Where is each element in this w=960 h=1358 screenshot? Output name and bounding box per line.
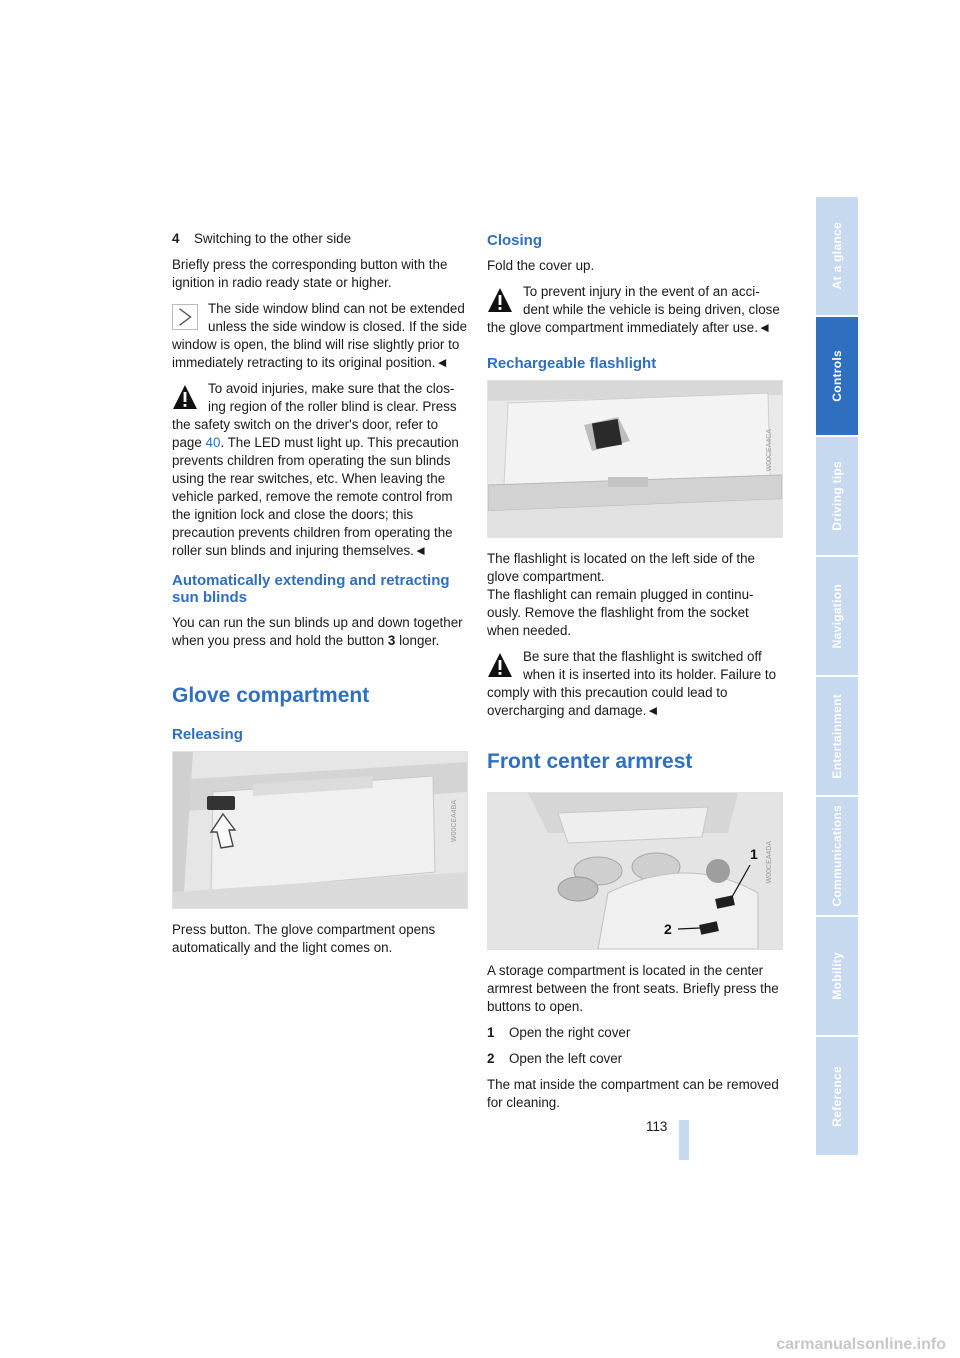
page-number-bar	[679, 1120, 689, 1160]
list-item-2: 2 Open the left cover	[487, 1051, 623, 1066]
tab-controls[interactable]: Controls	[816, 317, 858, 435]
chapter-sidebar	[816, 197, 858, 1161]
figure-flashlight	[487, 380, 783, 538]
figure-label-2: 2	[664, 921, 672, 937]
paragraph-press-button: Press button. The glove compartment opens automatically and the light comes on.	[172, 922, 436, 955]
flashlight-illustration	[488, 381, 782, 537]
paragraph-storage-compartment: A storage compartment is located in the center armrest between the front seats. Briefly press the buttons to open.	[487, 963, 779, 1014]
page-link-40[interactable]: 40	[205, 435, 221, 450]
figure-code: W00CEA4DA	[766, 841, 773, 884]
heading-releasing: Releasing	[172, 726, 243, 743]
list-item-4: 4 Switching to the other side	[172, 231, 352, 246]
paragraph-auto-sun-blinds: You can run the sun blinds up and down together when you press and hold the button 3 longer.	[172, 615, 463, 648]
paragraph-fold-cover: Fold the cover up.	[487, 258, 595, 273]
heading-glove-compartment: Glove compartment	[172, 684, 370, 707]
figure-glove-release	[172, 751, 468, 909]
tab-reference[interactable]: Reference	[816, 1037, 858, 1155]
paragraph-flashlight-plugged: The flashlight can remain plugged in continu-ously. Remove the flashlight from the socket when needed.	[487, 587, 754, 638]
heading-flashlight: Rechargeable flashlight	[487, 355, 657, 372]
page-number: 113	[646, 1119, 668, 1134]
figure-code: W00CEA4CA	[766, 429, 773, 472]
tab-mobility[interactable]: Mobility	[816, 917, 858, 1035]
warning-roller-blind: To avoid injuries, make sure that the clos-ing region of the roller blind is clear. Press the safety switch on the driver's door, refer to page 40. The LED must light up. This precaution prevents children from operating the sun blinds using the rear switches, etc. When leaving the vehicle parked, remove the remote control from the ignition lock and close the doors; this precaution prevents children from operating the roller sun blinds and injuring themselves.◄	[172, 381, 459, 558]
glove-release-illustration	[173, 752, 467, 908]
note-arrow-icon	[172, 304, 198, 330]
warning-flashlight: Be sure that the flashlight is switched off when it is inserted into its holder. Failure to comply with this precaution could lead to overcharging and damage.◄	[487, 649, 777, 718]
paragraph-flashlight-location: The flashlight is located on the left side of the glove compartment.	[487, 551, 755, 584]
tab-entertainment[interactable]: Entertainment	[816, 677, 858, 795]
tab-navigation[interactable]: Navigation	[816, 557, 858, 675]
tab-driving-tips[interactable]: Driving tips	[816, 437, 858, 555]
paragraph-ignition: Briefly press the corresponding button with the ignition in radio ready state or higher.	[172, 257, 448, 290]
figure-label-1: 1	[750, 846, 758, 862]
tab-at-a-glance[interactable]: At a glance	[816, 197, 858, 315]
warning-triangle-icon	[487, 652, 513, 678]
heading-front-center-armrest: Front center armrest	[487, 750, 693, 773]
warning-triangle-icon	[172, 384, 198, 410]
warning-close-glove: To prevent injury in the event of an acci-dent while the vehicle is being driven, close the glove compartment immediately after use.◄	[487, 284, 780, 335]
heading-auto-sun-blinds: Automatically extending and retracting sun blinds	[172, 572, 450, 606]
list-item-1: 1 Open the right cover	[487, 1025, 631, 1040]
heading-closing: Closing	[487, 232, 542, 249]
watermark: carmanualsonline.info	[776, 1336, 946, 1353]
armrest-illustration	[488, 793, 782, 949]
warning-triangle-icon	[487, 287, 513, 313]
tab-communications[interactable]: Communications	[816, 797, 858, 915]
right-column	[487, 230, 783, 1120]
paragraph-mat: The mat inside the compartment can be removed for cleaning.	[487, 1077, 779, 1110]
note-window-blind: The side window blind can not be extended unless the side window is closed. If the side window is open, the blind will rise slightly prior to immediately retracting to its original position.◄	[172, 301, 468, 370]
figure-armrest	[487, 792, 783, 950]
figure-code: W00CEA4BA	[451, 800, 458, 843]
left-column	[172, 230, 468, 965]
